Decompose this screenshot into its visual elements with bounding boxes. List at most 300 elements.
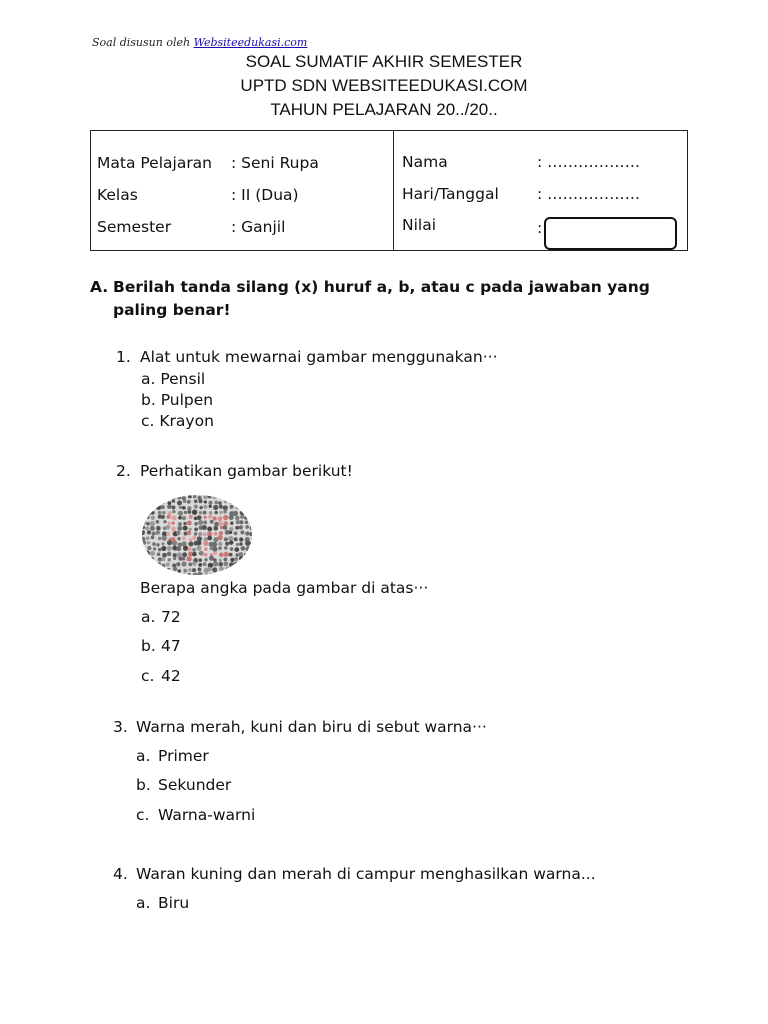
plate-background-dot — [177, 526, 182, 531]
plate-digit-dot — [223, 515, 228, 520]
plate-digit-dot — [204, 516, 207, 519]
plate-background-dot — [228, 567, 233, 572]
plate-background-dot — [215, 511, 218, 514]
plate-background-dot — [240, 495, 245, 500]
plate-background-dot — [189, 528, 192, 531]
plate-background-dot — [250, 547, 254, 552]
plate-background-dot — [234, 562, 238, 566]
plate-background-dot — [203, 505, 207, 509]
plate-background-dot — [162, 511, 165, 514]
plate-background-dot — [233, 495, 238, 500]
plate-background-dot — [219, 511, 222, 514]
plate-background-dot — [244, 568, 248, 572]
plate-background-dot — [157, 494, 161, 498]
question-2-option-b-text[interactable]: 47 — [161, 637, 181, 655]
plate-background-dot — [245, 511, 248, 514]
plate-background-dot — [235, 500, 238, 503]
plate-background-dot — [236, 520, 240, 524]
plate-background-dot — [153, 547, 156, 550]
plate-background-dot — [194, 500, 198, 504]
plate-background-dot — [166, 568, 170, 572]
plate-background-dot — [161, 542, 164, 545]
plate-background-dot — [224, 546, 228, 550]
plate-background-dot — [155, 500, 160, 505]
plate-background-dot — [156, 530, 160, 534]
plate-background-dot — [228, 494, 233, 499]
question-2-option-c-letter[interactable]: c. — [141, 667, 155, 685]
plate-background-dot — [162, 553, 167, 558]
plate-background-dot — [239, 556, 244, 561]
plate-background-dot — [141, 495, 144, 498]
question-3-option-c-letter[interactable]: c. — [136, 806, 150, 824]
plate-digit-dot — [208, 515, 212, 519]
question-2-option-c-text[interactable]: 42 — [161, 667, 181, 685]
question-3-option-a-letter[interactable]: a. — [136, 747, 151, 765]
plate-background-dot — [187, 506, 192, 511]
plate-background-dot — [249, 494, 254, 499]
plate-background-dot — [147, 541, 150, 544]
plate-background-dot — [240, 530, 244, 534]
plate-background-dot — [178, 511, 183, 516]
plate-background-dot — [141, 510, 145, 514]
plate-background-dot — [178, 522, 182, 526]
plate-background-dot — [156, 543, 159, 546]
plate-background-dot — [182, 557, 186, 561]
plate-background-dot — [218, 562, 223, 567]
plate-background-dot — [152, 532, 156, 536]
plate-background-dot — [229, 540, 233, 544]
plate-background-dot — [173, 553, 177, 557]
plate-background-dot — [207, 527, 212, 532]
plate-background-dot — [220, 495, 224, 499]
plate-background-dot — [163, 520, 166, 523]
plate-background-dot — [194, 528, 198, 532]
plate-background-dot — [198, 532, 202, 536]
plate-background-dot — [199, 506, 202, 509]
plate-digit-dot — [186, 556, 191, 561]
plate-background-dot — [142, 562, 147, 567]
question-3-option-a-text[interactable]: Primer — [158, 747, 209, 765]
class-value: : II (Dua) — [231, 186, 299, 204]
plate-background-dot — [207, 536, 212, 541]
plate-background-dot — [218, 546, 221, 549]
plate-digit-dot — [187, 531, 192, 536]
plate-background-dot — [183, 569, 187, 573]
plate-background-dot — [197, 515, 202, 520]
plate-background-dot — [212, 546, 217, 551]
color-blind-plate-image — [140, 494, 254, 576]
plate-background-dot — [209, 505, 212, 508]
exam-header — [0, 50, 768, 122]
plate-background-dot — [215, 573, 218, 576]
plate-background-dot — [176, 531, 180, 535]
plate-background-dot — [203, 494, 208, 499]
plate-background-dot — [239, 573, 243, 576]
plate-background-dot — [176, 562, 180, 566]
plate-background-dot — [194, 532, 198, 536]
plate-background-dot — [192, 562, 196, 566]
plate-digit-dot — [172, 515, 177, 520]
plate-background-dot — [235, 516, 240, 521]
plate-background-dot — [166, 525, 171, 530]
plate-background-dot — [192, 568, 196, 572]
plate-background-dot — [239, 537, 243, 541]
plate-background-dot — [240, 515, 244, 519]
plate-background-dot — [142, 526, 145, 529]
plate-background-dot — [234, 557, 238, 561]
plate-background-dot — [233, 511, 238, 516]
plate-background-dot — [246, 506, 249, 509]
plate-background-dot — [145, 558, 149, 562]
plate-background-dot — [156, 520, 160, 524]
plate-background-dot — [140, 568, 144, 572]
question-2-option-a-text[interactable]: 72 — [161, 608, 181, 626]
plate-background-dot — [245, 525, 249, 529]
plate-background-dot — [229, 553, 233, 557]
plate-background-dot — [213, 526, 218, 531]
plate-background-dot — [229, 531, 232, 534]
plate-background-dot — [245, 563, 249, 567]
plate-background-dot — [230, 522, 233, 525]
plate-background-dot — [183, 525, 188, 530]
plate-background-dot — [184, 511, 187, 514]
question-2-option-b-letter[interactable]: b. — [141, 637, 156, 655]
plate-background-dot — [157, 552, 161, 556]
plate-digit-dot — [219, 552, 224, 557]
plate-background-dot — [196, 546, 201, 551]
plate-background-dot — [209, 501, 213, 505]
plate-digit-dot — [214, 532, 218, 536]
plate-background-dot — [199, 511, 202, 514]
plate-background-dot — [141, 502, 144, 505]
plate-background-dot — [204, 558, 207, 561]
plate-background-dot — [146, 495, 149, 498]
question-2-text: Perhatikan gambar berikut! — [140, 462, 353, 480]
plate-background-dot — [212, 494, 217, 499]
plate-background-dot — [172, 510, 176, 514]
plate-background-dot — [145, 526, 149, 530]
plate-digit-dot — [204, 548, 207, 551]
plate-background-dot — [249, 509, 254, 514]
plate-background-dot — [251, 551, 254, 555]
plate-background-dot — [244, 516, 248, 520]
question-1-number: 1. — [116, 348, 131, 366]
plate-background-dot — [167, 504, 172, 509]
plate-digit-dot — [213, 516, 217, 520]
plate-background-dot — [151, 505, 156, 510]
plate-background-dot — [223, 561, 228, 566]
plate-background-dot — [150, 521, 155, 526]
plate-digit-dot — [189, 515, 193, 519]
plate-digit-dot — [171, 527, 176, 532]
plate-background-dot — [203, 511, 207, 515]
plate-background-dot — [182, 516, 186, 520]
plate-background-dot — [161, 505, 165, 509]
plate-background-dot — [146, 573, 149, 576]
plate-background-dot — [147, 510, 152, 515]
header-school: UPTD SDN WEBSITEEDUKASI.COM — [240, 76, 528, 95]
plate-background-dot — [192, 552, 197, 557]
plate-background-dot — [150, 526, 155, 531]
plate-background-dot — [224, 496, 228, 500]
credit-site-link[interactable]: Websiteedukasi.com — [193, 36, 308, 49]
plate-background-dot — [140, 516, 144, 521]
plate-background-dot — [152, 542, 156, 546]
plate-digit-dot — [182, 536, 186, 540]
plate-background-dot — [158, 557, 162, 561]
plate-background-dot — [244, 501, 249, 506]
question-1-option-a[interactable]: a. Pensil — [141, 370, 206, 388]
plate-background-dot — [250, 500, 254, 505]
identity-divider — [393, 131, 394, 250]
plate-background-dot — [245, 531, 249, 535]
plate-background-dot — [229, 527, 233, 531]
plate-background-dot — [160, 499, 165, 504]
plate-background-dot — [158, 562, 161, 565]
plate-background-dot — [188, 541, 193, 546]
plate-background-dot — [150, 562, 155, 567]
plate-digit-dot — [192, 536, 196, 540]
identity-box — [90, 130, 688, 251]
plate-background-dot — [249, 573, 254, 576]
plate-background-dot — [218, 574, 222, 576]
plate-background-dot — [172, 574, 176, 576]
plate-background-dot — [240, 520, 244, 524]
plate-digit-dot — [203, 532, 207, 536]
plate-background-dot — [214, 501, 218, 505]
plate-digit-dot — [217, 535, 222, 540]
plate-background-dot — [187, 500, 191, 504]
plate-background-dot — [194, 522, 198, 526]
plate-background-dot — [182, 506, 186, 510]
plate-background-dot — [210, 520, 214, 524]
plate-background-dot — [151, 574, 155, 576]
plate-background-dot — [235, 572, 239, 576]
plate-background-dot — [147, 546, 151, 550]
plate-background-dot — [177, 500, 182, 505]
plate-background-dot — [219, 567, 224, 572]
plate-digit-dot — [189, 538, 192, 541]
name-label: Nama — [402, 153, 448, 171]
plate-background-dot — [146, 522, 149, 525]
question-3-option-b-letter[interactable]: b. — [136, 776, 151, 794]
plate-background-dot — [203, 520, 207, 524]
plate-background-dot — [161, 546, 166, 551]
date-field[interactable]: : ……………… — [537, 185, 641, 203]
plate-background-dot — [235, 526, 239, 530]
plate-background-dot — [172, 506, 176, 510]
section-a-letter: A. — [90, 278, 109, 296]
score-box[interactable] — [544, 217, 677, 250]
plate-background-dot — [193, 495, 196, 498]
plate-digit-dot — [218, 521, 222, 525]
plate-background-dot — [167, 552, 171, 556]
plate-digit-dot — [219, 531, 223, 535]
question-4-option-a-letter[interactable]: a. — [136, 894, 151, 912]
plate-digit-dot — [172, 521, 175, 524]
plate-background-dot — [236, 543, 239, 546]
plate-digit-dot — [166, 532, 170, 536]
plate-background-dot — [234, 531, 238, 535]
plate-background-dot — [198, 563, 202, 567]
plate-background-dot — [219, 559, 222, 562]
plate-background-dot — [158, 548, 162, 552]
plate-background-dot — [150, 551, 155, 556]
plate-background-dot — [198, 568, 202, 572]
plate-background-dot — [224, 558, 228, 562]
plate-digit-dot — [224, 552, 229, 557]
question-1-text: Alat untuk mewarnai gambar menggunakan··· — [140, 348, 498, 366]
plate-background-dot — [218, 501, 221, 504]
plate-background-dot — [198, 558, 202, 562]
plate-background-dot — [151, 501, 156, 506]
question-4-option-a-text[interactable]: Biru — [158, 894, 190, 912]
plate-background-dot — [219, 505, 223, 509]
plate-background-dot — [142, 520, 147, 525]
plate-background-dot — [239, 542, 242, 545]
plate-background-dot — [146, 568, 150, 572]
plate-background-dot — [177, 537, 181, 541]
plate-background-dot — [192, 510, 197, 515]
plate-background-dot — [249, 562, 253, 566]
question-3-number: 3. — [113, 718, 128, 736]
plate-background-dot — [146, 515, 150, 519]
plate-background-dot — [141, 506, 146, 511]
plate-background-dot — [156, 526, 161, 531]
plate-background-dot — [223, 525, 228, 530]
plate-background-dot — [234, 537, 238, 541]
plate-background-dot — [213, 505, 218, 510]
plate-background-dot — [156, 505, 161, 510]
plate-background-dot — [177, 495, 182, 500]
question-1-option-b[interactable]: b. Pulpen — [141, 391, 214, 409]
plate-background-dot — [194, 505, 198, 509]
plate-background-dot — [199, 551, 204, 556]
question-2-option-a-letter[interactable]: a. — [141, 608, 156, 626]
plate-background-dot — [182, 561, 187, 566]
plate-background-dot — [160, 571, 165, 576]
plate-background-dot — [162, 568, 166, 572]
plate-background-dot — [244, 572, 249, 576]
question-4-number: 4. — [113, 865, 128, 883]
plate-background-dot — [142, 540, 146, 544]
plate-background-dot — [167, 572, 170, 575]
plate-background-dot — [183, 499, 187, 503]
plate-background-dot — [172, 499, 175, 502]
plate-background-dot — [162, 535, 167, 540]
subject-label: Mata Pelajaran — [97, 154, 213, 172]
plate-background-dot — [235, 506, 239, 510]
plate-background-dot — [250, 568, 254, 572]
semester-value: : Ganjil — [231, 218, 286, 236]
plate-background-dot — [249, 532, 253, 536]
plate-background-dot — [183, 522, 186, 525]
plate-background-dot — [244, 553, 248, 557]
plate-digit-dot — [218, 516, 223, 521]
question-1-option-c[interactable]: c. Krayon — [141, 412, 214, 430]
plate-background-dot — [177, 574, 181, 576]
question-3-option-b-text[interactable]: Sekunder — [158, 776, 232, 794]
plate-digit-dot — [168, 511, 172, 515]
plate-background-dot — [168, 558, 171, 561]
plate-digit-dot — [167, 515, 171, 519]
plate-background-dot — [161, 557, 165, 561]
question-3-option-c-text[interactable]: Warna-warni — [158, 806, 256, 824]
plate-background-dot — [209, 556, 214, 561]
plate-digit-dot — [203, 541, 208, 546]
plate-background-dot — [192, 548, 196, 552]
plate-background-dot — [225, 574, 229, 576]
plate-background-dot — [250, 557, 254, 562]
plate-background-dot — [140, 547, 145, 552]
plate-background-dot — [225, 542, 229, 546]
plate-background-dot — [229, 562, 234, 567]
date-label: Hari/Tanggal — [402, 185, 499, 203]
plate-background-dot — [151, 511, 155, 515]
plate-background-dot — [245, 541, 250, 546]
plate-background-dot — [151, 516, 155, 520]
name-field[interactable]: : ……………… — [537, 153, 641, 171]
credit-prefix: Soal disusun oleh — [92, 36, 194, 49]
plate-background-dot — [147, 500, 150, 503]
plate-digit-dot — [188, 547, 192, 551]
plate-background-dot — [182, 552, 187, 557]
plate-background-dot — [214, 522, 219, 527]
plate-background-dot — [156, 568, 160, 572]
plate-background-dot — [240, 568, 243, 571]
plate-background-dot — [234, 547, 239, 552]
plate-background-dot — [188, 495, 192, 499]
plate-background-dot — [240, 510, 245, 515]
plate-background-dot — [250, 541, 253, 544]
plate-background-dot — [239, 525, 243, 529]
plate-background-dot — [145, 504, 150, 509]
plate-background-dot — [223, 510, 227, 514]
plate-background-dot — [167, 540, 172, 545]
section-a-text: Berilah tanda silang (x) huruf a, b, atau c pada jawaban yang paling benar! — [113, 278, 650, 319]
plate-background-dot — [230, 558, 234, 562]
plate-background-dot — [246, 546, 251, 551]
header-title: SOAL SUMATIF AKHIR SEMESTER — [245, 52, 523, 71]
plate-background-dot — [202, 525, 207, 530]
plate-background-dot — [225, 530, 230, 535]
plate-background-dot — [250, 521, 254, 525]
plate-background-dot — [158, 511, 162, 515]
plate-background-dot — [188, 510, 192, 514]
plate-background-dot — [241, 506, 245, 510]
plate-background-dot — [228, 536, 233, 541]
plate-background-dot — [240, 563, 244, 567]
plate-background-dot — [245, 494, 249, 498]
plate-background-dot — [212, 567, 217, 572]
plate-background-dot — [145, 551, 150, 556]
plate-background-dot — [230, 505, 234, 509]
plate-background-dot — [146, 536, 150, 540]
plate-background-dot — [204, 500, 207, 503]
plate-background-dot — [161, 564, 165, 568]
plate-background-dot — [230, 572, 234, 576]
plate-digit-dot — [204, 553, 208, 557]
plate-background-dot — [229, 515, 234, 520]
plate-background-dot — [152, 568, 157, 573]
question-2-number: 2. — [116, 462, 131, 480]
plate-background-dot — [140, 573, 144, 576]
plate-background-dot — [188, 568, 192, 572]
plate-background-dot — [207, 567, 212, 572]
plate-background-dot — [162, 494, 166, 498]
plate-background-dot — [212, 542, 217, 547]
plate-background-dot — [245, 520, 249, 524]
